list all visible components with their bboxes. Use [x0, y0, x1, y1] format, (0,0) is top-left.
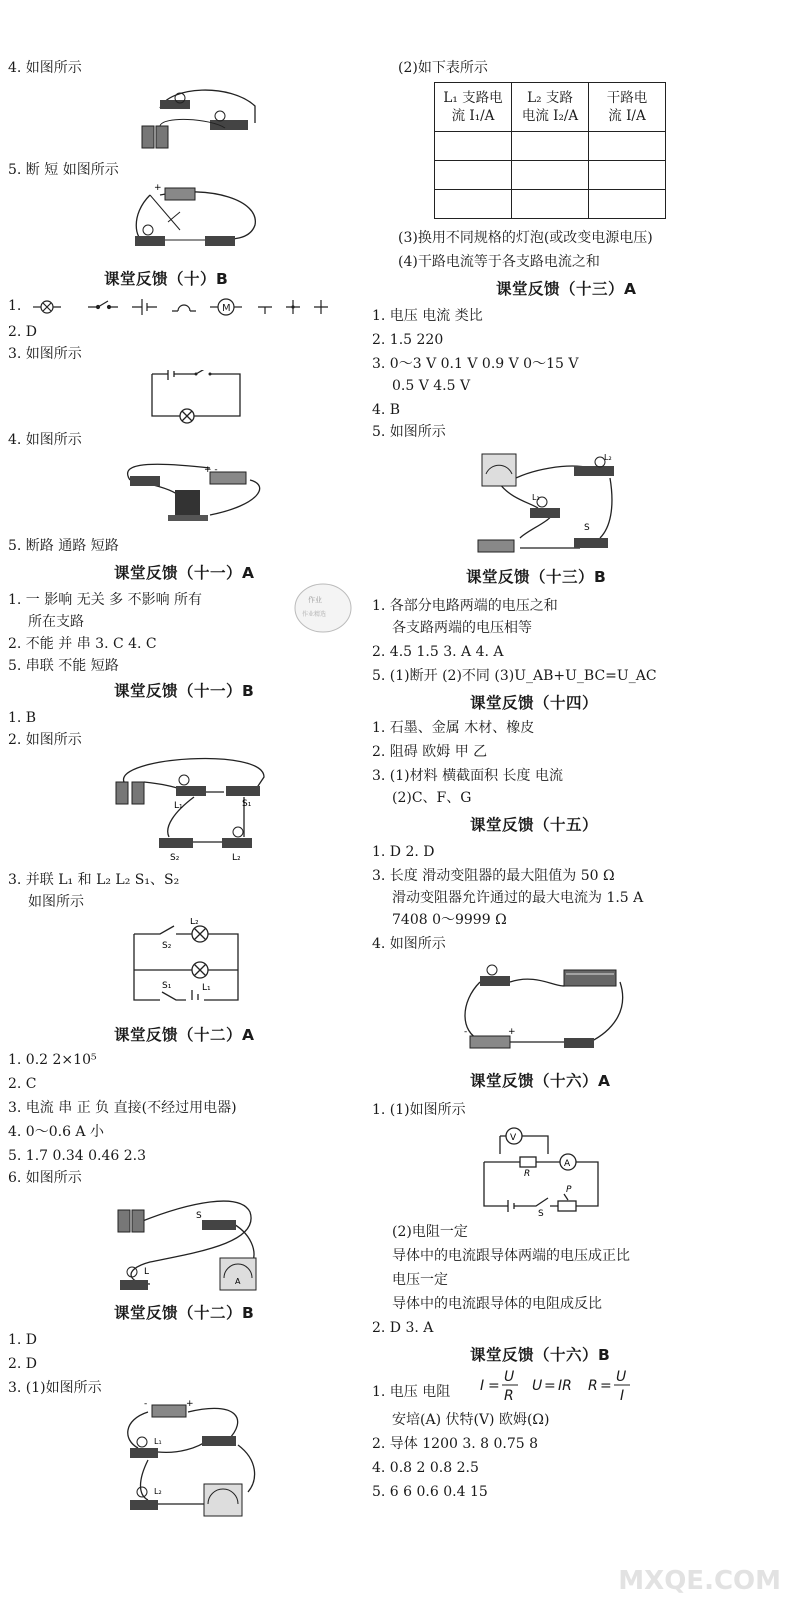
svg-text:A: A: [235, 1277, 241, 1286]
s13a-q3b: 0.5 V 4.5 V: [392, 378, 471, 394]
svg-text:U: U: [504, 1369, 515, 1385]
s12b-q1: 1. D: [8, 1332, 38, 1348]
svg-text:=: =: [488, 1378, 500, 1394]
svg-text:L₁: L₁: [154, 1437, 162, 1446]
junction-symbol-icon: [258, 307, 272, 314]
s13a-q1: 1. 电压 电流 类比: [372, 308, 483, 324]
s15-q3a: 3. 长度 滑动变阻器的最大阻值为 50 Ω: [372, 868, 615, 884]
s10b-q3: 3. 如图所示: [8, 346, 82, 362]
table-row: [435, 190, 666, 219]
svg-text:I: I: [620, 1388, 625, 1404]
s10b-q2: 2. D: [8, 324, 38, 340]
s11a-q2: 2. 不能 并 串 3. C 4. C: [8, 636, 157, 652]
svg-text:作业精选: 作业精选: [302, 611, 327, 618]
svg-text:S₁: S₁: [162, 981, 172, 991]
circuit-figure-12a-6: [110, 1192, 270, 1296]
s13b-q2: 2. 4.5 1.5 3. A 4. A: [372, 644, 504, 660]
s16a-q1d: 电压一定: [392, 1272, 448, 1288]
rheostat-icon: [564, 970, 616, 986]
svg-text:R: R: [524, 1169, 531, 1179]
svg-text:U: U: [616, 1369, 627, 1385]
s15-q3b: 滑动变阻器允许通过的最大电流为 1.5 A: [392, 890, 644, 906]
s11b-q2: 2. 如图所示: [8, 732, 82, 748]
s12a-q6: 6. 如图所示: [8, 1170, 82, 1186]
answer-4: 4. 如图所示: [8, 60, 82, 76]
switch-icon: [160, 100, 190, 109]
svg-text:作业: 作业: [308, 596, 322, 604]
section-title-12a: 课堂反馈（十二）A: [114, 1026, 255, 1044]
table-header-i2: L₂ 支路 电流 I₂/A: [512, 83, 589, 132]
svg-text:L₂: L₂: [154, 1487, 162, 1496]
circuit-figure-11b-2: [104, 752, 274, 862]
s12a-q3: 3. 电流 串 正 负 直接(不经过用电器): [8, 1100, 237, 1116]
switch-icon: [202, 1220, 236, 1230]
s11b-q3b: 如图所示: [28, 894, 84, 910]
s14-q1: 1. 石墨、金属 木材、橡皮: [372, 720, 535, 736]
s12a-q2: 2. C: [8, 1076, 37, 1092]
circuit-figure-13a-5: [470, 448, 620, 558]
circuit-figure-15-4: [460, 962, 630, 1054]
circuit-figure-16a-1: [480, 1124, 604, 1218]
battery-icon: [118, 1210, 130, 1232]
s13a-q3a: 3. 0～3 V 0.1 V 0.9 V 0～15 V: [372, 356, 579, 372]
svg-text:L₂: L₂: [604, 453, 612, 462]
svg-text:S₂: S₂: [162, 941, 172, 951]
bulb-icon: [176, 786, 206, 796]
svg-text:L₁: L₁: [202, 983, 211, 993]
svg-text:+: +: [186, 1400, 194, 1409]
svg-text:L₁: L₁: [174, 801, 183, 811]
circuit-figure-5: [120, 180, 270, 256]
s16a-q1c: 导体中的电流跟导体两端的电压成正比: [392, 1248, 630, 1264]
bulb-icon: [574, 466, 614, 476]
section-title-16a: 课堂反馈（十六）A: [470, 1072, 611, 1090]
switch-symbol-icon: [88, 301, 118, 307]
svg-text:I: I: [480, 1378, 485, 1394]
s15-q4: 4. 如图所示: [372, 936, 446, 952]
s15-q1: 1. D 2. D: [372, 844, 435, 860]
s11b-q1: 1. B: [8, 710, 37, 726]
svg-text:U: U: [532, 1378, 543, 1394]
svg-text:S₂: S₂: [170, 853, 180, 862]
s11a-q1b: 所在支路: [28, 614, 84, 630]
battery-icon: [478, 540, 514, 552]
svg-text:P: P: [566, 1185, 572, 1195]
bulb-icon: [130, 1448, 158, 1458]
table-intro: (2)如下表所示: [398, 60, 488, 76]
svg-text:S₁: S₁: [242, 799, 252, 809]
svg-text:S: S: [196, 1211, 202, 1221]
s12a-q1: 1. 0.2 2×10⁵: [8, 1052, 97, 1068]
s14-q3b: (2)C、F、G: [392, 790, 472, 806]
watermark-logo: MXQE.COM: [618, 1566, 781, 1596]
battery-icon: [142, 126, 154, 148]
s10b-q4: 4. 如图所示: [8, 432, 82, 448]
current-table: [434, 82, 666, 219]
table-header-i1: L₁ 支路电 流 I₁/A: [435, 83, 512, 132]
answer-3: (3)换用不同规格的灯泡(或改变电源电压): [398, 230, 653, 246]
s16a-q1e: 导体中的电流跟导体的电阻成反比: [392, 1296, 602, 1312]
battery-icon: [470, 1036, 510, 1048]
answer-5: 5. 断 短 如图所示: [8, 162, 119, 178]
battery-icon: [116, 782, 128, 804]
battery-icon: [165, 188, 195, 200]
s12b-q3: 3. (1)如图所示: [8, 1380, 102, 1396]
section-title-13a: 课堂反馈（十三）A: [496, 280, 637, 298]
svg-text:V: V: [510, 1133, 517, 1143]
section-title-15: 课堂反馈（十五）: [470, 816, 599, 834]
svg-text:=: =: [600, 1378, 612, 1394]
switch-icon: [574, 538, 608, 548]
section-title-11b: 课堂反馈（十一）B: [114, 682, 255, 700]
svg-text:A: A: [564, 1159, 571, 1169]
svg-text:-: -: [464, 1027, 468, 1037]
s16b-q1b: 安培(A) 伏特(V) 欧姆(Ω): [392, 1412, 550, 1428]
bulb-icon: [120, 1280, 148, 1290]
s11a-q1a: 1. 一 影响 无关 多 不影响 所有: [8, 592, 203, 608]
s16a-q2: 2. D 3. A: [372, 1320, 434, 1336]
switch-icon: [564, 1038, 594, 1048]
s16b-q1a: 1. 电压 电阻: [372, 1384, 451, 1400]
s12b-q2: 2. D: [8, 1356, 38, 1372]
circuit-figure-12b-3: [118, 1400, 278, 1524]
s13b-q5: 5. (1)断开 (2)不同 (3)U_AB+U_BC=U_AC: [372, 668, 657, 684]
battery-icon: [152, 1405, 186, 1417]
table-header-i: 干路电 流 I/A: [589, 83, 666, 132]
section-title-16b: 课堂反馈（十六）B: [470, 1346, 611, 1364]
s13a-q2: 2. 1.5 220: [372, 332, 444, 348]
s13a-q4: 4. B: [372, 402, 401, 418]
answer-4r: (4)干路电流等于各支路电流之和: [398, 254, 600, 270]
s16b-q5: 5. 6 6 0.6 0.4 15: [372, 1484, 488, 1500]
cell-symbol-icon: [132, 299, 157, 315]
s15-q3c: 7408 0～9999 Ω: [392, 912, 507, 928]
table-row: [435, 132, 666, 161]
svg-text:M: M: [222, 303, 231, 314]
s12a-q4: 4. 0～0.6 A 小: [8, 1124, 104, 1140]
s16b-q4: 4. 0.8 2 0.8 2.5: [372, 1460, 479, 1476]
svg-text:L: L: [144, 1267, 150, 1277]
svg-text:L₁: L₁: [532, 493, 540, 502]
s14-q3a: 3. (1)材料 横截面积 长度 电流: [372, 768, 563, 784]
section-title-13b: 课堂反馈（十三）B: [466, 568, 607, 586]
s11b-q3a: 3. 并联 L₁ 和 L₂ L₂ S₁、S₂: [8, 872, 180, 888]
svg-text:S: S: [538, 1209, 544, 1218]
svg-text:+: +: [154, 183, 162, 193]
svg-text:IR: IR: [558, 1378, 572, 1394]
svg-text:R: R: [504, 1388, 514, 1404]
circuit-figure-10b-3: [148, 370, 244, 428]
stamp-image: [292, 580, 354, 636]
bulb-icon: [135, 236, 165, 246]
switch-icon: [130, 476, 160, 486]
s13a-q5: 5. 如图所示: [372, 424, 446, 440]
s10b-q5: 5. 断路 通路 短路: [8, 538, 119, 554]
s16b-q2: 2. 导体 1200 3. 8 0.75 8: [372, 1436, 539, 1452]
svg-text:+ -: + -: [204, 465, 218, 475]
bulb-icon: [480, 976, 510, 986]
switch-icon: [226, 786, 260, 796]
circuit-figure-10b-4: [120, 460, 270, 532]
s13b-q1a: 1. 各部分电路两端的电压之和: [372, 598, 558, 614]
svg-text:-: -: [144, 1400, 148, 1409]
circuit-symbols: [28, 296, 348, 318]
svg-text:S: S: [584, 523, 590, 533]
s11a-q5: 5. 串联 不能 短路: [8, 658, 119, 674]
voltmeter-icon: [482, 454, 516, 486]
circuit-figure-4: [130, 78, 280, 160]
svg-text:=: =: [544, 1378, 556, 1394]
section-title-14: 课堂反馈（十四）: [470, 694, 599, 712]
table-row: [435, 161, 666, 190]
s16a-q1b: (2)电阻一定: [392, 1224, 468, 1240]
circuit-figure-11b-3: [130, 918, 242, 1016]
section-title-11a: 课堂反馈（十一）A: [114, 564, 255, 582]
svg-text:L₂: L₂: [190, 918, 199, 927]
s16a-q1: 1. (1)如图所示: [372, 1102, 466, 1118]
s14-q2: 2. 阻碍 欧姆 甲 乙: [372, 744, 488, 760]
ohms-law-formulas: [480, 1364, 660, 1408]
svg-text:+: +: [508, 1027, 516, 1037]
switch-icon: [205, 236, 235, 246]
bell-symbol-icon: [172, 305, 196, 311]
s12a-q5: 5. 1.7 0.34 0.46 2.3: [8, 1148, 147, 1164]
section-title-12b: 课堂反馈（十二）B: [114, 1304, 255, 1322]
svg-text:R: R: [588, 1378, 598, 1394]
switch-icon: [202, 1436, 236, 1446]
svg-text:L₂: L₂: [232, 853, 241, 862]
bulb-icon: [210, 120, 248, 130]
s10b-q1: 1.: [8, 298, 22, 314]
s13b-q1b: 各支路两端的电压相等: [392, 620, 532, 636]
section-title-10b: 课堂反馈（十）B: [104, 270, 229, 288]
